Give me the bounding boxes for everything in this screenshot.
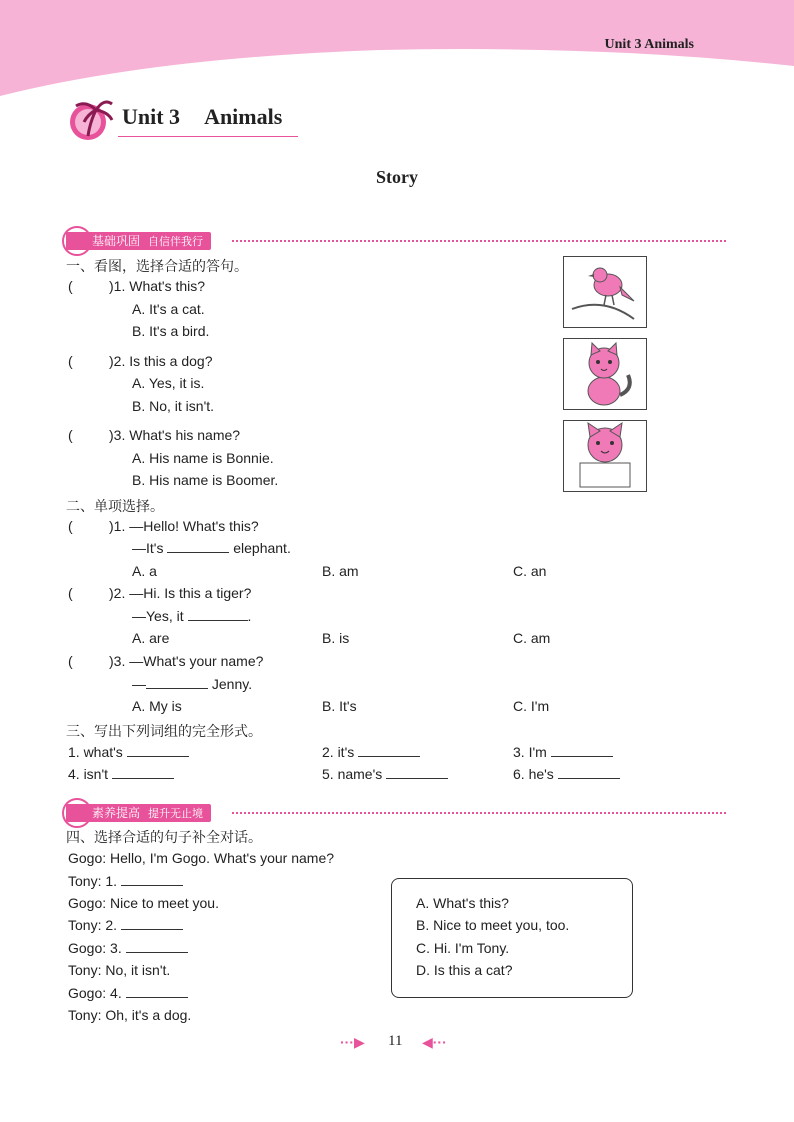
cat-sign-picture	[563, 420, 647, 492]
bird-icon	[564, 257, 646, 327]
option-a: A. a	[132, 563, 157, 579]
option-sentence: C. Hi. I'm Tony.	[416, 940, 510, 956]
option-a: A. Yes, it is.	[132, 375, 205, 391]
dialogue-text: Tony: 1.	[68, 873, 118, 889]
running-head: Unit 3 Animals	[604, 37, 694, 52]
dialogue-line: Tony: No, it isn't.	[68, 962, 171, 978]
question-stem: )3. What's his name?	[109, 427, 241, 443]
answer-prefix: —It's	[132, 540, 164, 556]
word-label: 1. what's	[68, 744, 123, 760]
word-item	[68, 744, 189, 760]
word-blank[interactable]	[558, 766, 620, 779]
word-blank[interactable]	[358, 744, 420, 757]
section-improve-title: 素养提高	[92, 806, 141, 820]
title-underline	[118, 136, 298, 137]
bird-picture	[563, 256, 647, 328]
dialogue-line: Gogo: Hello, I'm Gogo. What's your name?	[68, 850, 335, 866]
palm-logo-icon	[66, 96, 116, 142]
word-item	[513, 744, 613, 760]
section-improve-sub: 提升无止境	[148, 808, 204, 820]
word-blank[interactable]	[127, 744, 189, 757]
option-a: A. His name is Bonnie.	[132, 450, 274, 466]
paren: (	[68, 585, 73, 601]
dialogue-blank[interactable]	[126, 985, 188, 998]
part3-title: 三、写出下列词组的完全形式。	[66, 723, 262, 739]
part4-title: 四、选择合适的句子补全对话。	[66, 829, 262, 845]
option-b: B. is	[322, 630, 350, 646]
dialogue-blank[interactable]	[121, 873, 183, 886]
paren: (	[68, 518, 73, 534]
answer-suffix: elephant.	[233, 540, 291, 556]
cat-icon	[564, 339, 646, 409]
word-item	[322, 744, 420, 760]
word-label: 2. it's	[322, 744, 355, 760]
part2-title: 二、单项选择。	[66, 498, 164, 514]
page-number: 11	[388, 1033, 403, 1049]
answer-suffix: Jenny.	[211, 676, 253, 692]
section-divider	[232, 812, 726, 814]
dialogue-blank[interactable]	[126, 940, 188, 953]
answer-prefix: —	[132, 676, 146, 692]
header-band	[0, 0, 794, 110]
part1-title: 一、看图，选择合适的答句。	[66, 258, 248, 274]
option-c: C. I'm	[513, 698, 550, 714]
question-stem: )3. —What's your name?	[109, 653, 264, 669]
answer-blank[interactable]	[146, 676, 208, 689]
option-a: A. It's a cat.	[132, 301, 205, 317]
dialogue-text: Tony: 2.	[68, 917, 118, 933]
dialogue-line: Gogo: Nice to meet you.	[68, 895, 219, 911]
word-label: 4. isn't	[68, 766, 109, 782]
option-b: B. It's a bird.	[132, 323, 210, 339]
unit-title	[122, 104, 282, 130]
option-b: B. am	[322, 563, 359, 579]
dialogue-text: Gogo: 3.	[68, 940, 122, 956]
question-stem: )2. —Hi. Is this a tiger?	[109, 585, 252, 601]
section-label-basic	[66, 232, 211, 250]
dialogue-text: Gogo: 4.	[68, 985, 122, 1001]
unit-number: Unit 3	[122, 104, 181, 129]
paren: (	[68, 353, 73, 369]
answer-line	[132, 608, 251, 624]
word-blank[interactable]	[551, 744, 613, 757]
word-label: 6. he's	[513, 766, 554, 782]
story-title: Story	[376, 167, 418, 187]
option-a: A. My is	[132, 698, 182, 714]
option-c: C. an	[513, 563, 547, 579]
word-item	[322, 766, 448, 782]
section-label-improve	[66, 804, 211, 822]
word-blank[interactable]	[386, 766, 448, 779]
answer-suffix: .	[247, 608, 252, 624]
word-item	[68, 766, 174, 782]
answer-prefix: —Yes, it	[132, 608, 184, 624]
paren: (	[68, 653, 73, 669]
option-sentence: A. What's this?	[416, 895, 509, 911]
dialogue-line: Tony: Oh, it's a dog.	[68, 1007, 192, 1023]
answer-blank[interactable]	[167, 540, 229, 553]
option-a: A. are	[132, 630, 170, 646]
dialogue-line	[68, 873, 183, 889]
answer-blank[interactable]	[188, 608, 248, 621]
unit-name: Animals	[204, 104, 283, 129]
question-stem: )1. What's this?	[109, 278, 206, 294]
answer-line	[132, 676, 252, 692]
question-stem: )1. —Hello! What's this?	[109, 518, 259, 534]
word-label: 3. I'm	[513, 744, 547, 760]
section-divider	[232, 240, 726, 242]
option-c: C. am	[513, 630, 551, 646]
arrow-left-icon: ◀···	[422, 1034, 447, 1050]
option-b: B. No, it isn't.	[132, 398, 215, 414]
paren: (	[68, 427, 73, 443]
dialogue-blank[interactable]	[121, 917, 183, 930]
dialogue-line	[68, 940, 188, 956]
paren: (	[68, 278, 73, 294]
dialogue-line	[68, 917, 183, 933]
word-item	[513, 766, 620, 782]
option-b: B. His name is Boomer.	[132, 472, 279, 488]
dialogue-line	[68, 985, 188, 1001]
cat-with-sign-icon	[564, 421, 646, 491]
word-blank[interactable]	[112, 766, 174, 779]
section-basic-sub: 自信伴我行	[148, 236, 204, 248]
option-b: B. It's	[322, 698, 357, 714]
question-stem: )2. Is this a dog?	[109, 353, 213, 369]
section-basic-title: 基础巩固	[92, 234, 141, 248]
arrow-right-icon: ···▶	[340, 1034, 365, 1050]
word-label: 5. name's	[322, 766, 383, 782]
cat-picture	[563, 338, 647, 410]
answer-line	[132, 540, 291, 556]
option-sentence: D. Is this a cat?	[416, 962, 513, 978]
option-sentence: B. Nice to meet you, too.	[416, 917, 570, 933]
